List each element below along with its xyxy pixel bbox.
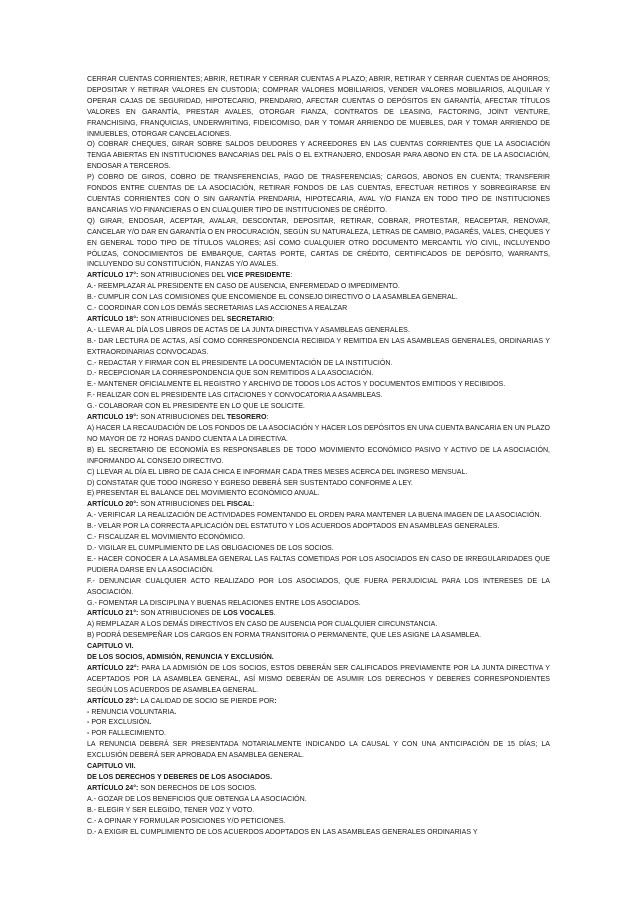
text-run: D.- VIGILAR EL CUMPLIMIENTO DE LAS OBLIGACIONES DE LOS SOCIOS. bbox=[87, 544, 334, 552]
list-item bbox=[87, 479, 550, 490]
list-item bbox=[87, 337, 550, 359]
article-heading bbox=[87, 697, 550, 708]
list-item bbox=[87, 369, 550, 380]
bold-text: - bbox=[87, 730, 92, 738]
text-run: SON ATRIBUCIONES DEL bbox=[138, 315, 227, 323]
text-run: B.- ELEGIR Y SER ELEGIDO, TENER VOZ Y VOTO. bbox=[87, 806, 255, 814]
bold-text: DE LOS DERECHOS Y DEBERES DE LOS ASOCIADOS. bbox=[87, 774, 273, 781]
list-item bbox=[87, 795, 550, 806]
list-item bbox=[87, 620, 550, 631]
text-run: A.- LLEVAR AL DÍA LOS LIBROS DE ACTAS DE LA JUNTA DIRECTIVA Y ASAMBLEAS GENERALES. bbox=[87, 326, 410, 334]
bold-text: CAPITULO VI. bbox=[87, 643, 134, 651]
text-run: B.- VELAR POR LA CORRECTA APLICACIÓN DEL ESTATUTO Y LOS ACUERDOS ADOPTADOS EN ASAMBLEAS GENERALES. bbox=[87, 523, 500, 531]
text-run: O) COBRAR CHEQUES, GIRAR SOBRE SALDOS DEUDORES Y ACREEDORES EN LAS CUENTAS CORRIENTES QUE LA ASOCIACIÓN TENGA ABIERTAS EN INSTITUCIONES BANCARIAS DEL PAÍS O EL EXTRANJERO, ENDOSAR PARA ABONO EN CTA. DE LA ASOCIACIÓN, ENDOSAR A TERCEROS. bbox=[87, 141, 550, 171]
article-heading bbox=[87, 609, 550, 620]
list-item bbox=[87, 599, 550, 610]
document-body bbox=[87, 75, 550, 838]
text-run: E) PRESENTAR EL BALANCE DEL MOVIMIENTO ECONÓMICO ANUAL. bbox=[87, 490, 320, 498]
text-run: F.- REALIZAR CON EL PRESIDENTE LAS CITACIONES Y CONVOCATORIA A ASAMBLEAS. bbox=[87, 392, 383, 400]
article-heading bbox=[87, 784, 550, 795]
text-run: P) COBRO DE GIROS, COBRO DE TRANSFERENCIAS, PAGO DE TRASFERENCIAS; CARGOS, ABONOS EN CUENTA; TRANSFERIR FONDOS ENTRE CUENTAS DE LA ASOCIACIÓN, RETIRAR FONDOS DE LAS CUENTAS, EFECTUAR RETIROS Y SOBREGIRARSE EN CUENTAS CORRIENTES CON O SIN GARANTÍA PRENDARIA, HIPOTECARIA, AVAL Y/O FIANZA EN TODO TIPO DE INSTITUCIONES BANCARIAS Y/O FINANCIERAS O EN CUALQUIER TIPO DE INSTITUCIONES DE CRÉDITO. bbox=[87, 174, 550, 214]
list-item bbox=[87, 402, 550, 413]
bold-text: ARTÍCULO 23°: bbox=[87, 697, 139, 705]
text-run: : bbox=[252, 501, 255, 509]
text-run: SON ATRIBUCIONES DEL bbox=[138, 272, 227, 280]
list-item bbox=[87, 806, 550, 817]
text-run: RENUNCIA VOLUNTARIA bbox=[91, 708, 175, 716]
list-item bbox=[87, 511, 550, 522]
text-run: C.- FISCALIZAR EL MOVIMIENTO ECONÓMICO. bbox=[87, 534, 245, 542]
paragraph bbox=[87, 729, 550, 740]
text-run: SON ATRIBUCIONES DE bbox=[138, 610, 224, 618]
bold-text: : bbox=[274, 697, 277, 705]
text-run: D.- A EXIGIR EL CUMPLIMIENTO DE LOS ACUERDOS ADOPTADOS EN LAS ASAMBLEAS GENERALES ORDINARIAS Y bbox=[87, 828, 478, 836]
list-item bbox=[87, 391, 550, 402]
paragraph bbox=[87, 708, 550, 719]
list-item bbox=[87, 522, 550, 533]
text-run: C.- REDACTAR Y FIRMAR CON EL PRESIDENTE LA DOCUMENTACIÓN DE LA INSTITUCIÓN. bbox=[87, 359, 393, 367]
bold-text: SECRETARIO bbox=[226, 315, 273, 323]
text-run: G.- FOMENTAR LA DISCIPLINA Y BUENAS RELACIONES ENTRE LOS ASOCIADOS. bbox=[87, 599, 361, 607]
paragraph bbox=[87, 75, 550, 140]
text-run: : bbox=[272, 315, 275, 323]
paragraph bbox=[87, 718, 550, 729]
text-run: D.- RECEPCIONAR LA CORRESPONDENCIA QUE SON REMITIDOS A LA ASOCIACIÓN. bbox=[87, 370, 374, 378]
list-item bbox=[87, 489, 550, 500]
text-run: B.- DAR LECTURA DE ACTAS, ASÍ COMO CORRESPONDENCIA RECIBIDA Y REMITIDA EN LAS ASAMBLEAS GENERALES, ORDINARIAS Y EXTRAORDINARIAS CONVOCADAS. bbox=[87, 337, 550, 356]
text-run: POR FALLECIMIENTO. bbox=[91, 730, 166, 738]
list-item bbox=[87, 446, 550, 468]
section-title bbox=[87, 773, 550, 784]
section-title bbox=[87, 653, 550, 664]
bold-text: ARTÍCULO 17°: bbox=[87, 272, 139, 280]
bold-text: . bbox=[174, 708, 177, 716]
bold-text: LOS VOCALES bbox=[223, 610, 274, 618]
list-item bbox=[87, 304, 550, 315]
bold-text: ARTICULO 19°: bbox=[87, 414, 139, 422]
text-run: : bbox=[266, 414, 269, 422]
text-run: . bbox=[273, 610, 276, 618]
text-run: SON ATRIBUCIONES DEL bbox=[138, 501, 227, 509]
text-run: C.- A OPINAR Y FORMULAR POSICIONES Y/O PETICIONES. bbox=[87, 817, 286, 825]
bold-text: - bbox=[87, 708, 92, 716]
chapter-heading bbox=[87, 642, 550, 653]
list-item bbox=[87, 380, 550, 391]
text-run: LA CALIDAD DE SOCIO SE PIERDE POR bbox=[138, 697, 275, 705]
list-item bbox=[87, 577, 550, 599]
article-heading bbox=[87, 271, 550, 282]
bold-text: . bbox=[149, 719, 152, 727]
text-run: CERRAR CUENTAS CORRIENTES; ABRIR, RETIRAR Y CERRAR CUENTAS A PLAZO; ABRIR, RETIRAR Y CERRAR CUENTAS DE AHORROS; DEPOSITAR Y RETIRAR VALORES EN CUSTODIA; COMPRAR VALORES MOBILIARIOS, VENDER VALORES MOBILIARIOS, ALQUILAR Y OPERAR CAJAS DE SEGURIDAD, HIPOTECARIO, PRENDARIO, AFECTAR CUENTAS O DEPÓSITOS EN GARANTÍA, AFECTAR TÍTULOS VALORES EN GARANTÍA, PRESTAR AVALES, OTORGAR FIANZA, CONTRATOS DE LEASING, FACTORING, JOINT VENTURE, FRANCHISING, FRANQUICIAS, UNDERWRITING, FIDEICOMISO, DAR Y TOMAR ARRIENDO DE MUEBLES, DAR Y TOMAR ARRIENDO DE INMUEBLES, OTORGAR CANCELACIONES. bbox=[87, 76, 550, 138]
text-run: C.- COORDINAR CON LOS DEMÁS SECRETARIAS LAS ACCIONES A REALZAR bbox=[87, 305, 348, 313]
text-run: B.- CUMPLIR CON LAS COMISIONES QUE ENCOMIENDE EL CONSEJO DIRECTIVO O LA ASAMBLEA GENERAL. bbox=[87, 294, 458, 302]
text-run: B) EL SECRETARIO DE ECONOMÍA ES RESPONSABLES DE TODO MOVIMIENTO ECONÓMICO PASIVO Y ACTIVO DE LA ASOCIACIÓN, INFORMANDO AL CONSEJO DIRECTIVO. bbox=[87, 446, 550, 465]
list-item bbox=[87, 293, 550, 304]
bold-text: FISCAL bbox=[226, 501, 253, 509]
text-run: POR EXCLUSIÓN bbox=[91, 719, 150, 727]
text-run: F.- DENUNCIAR CUALQUIER ACTO REALIZADO POR LOS ASOCIADOS, QUE FUERA PERJUDICIAL PARA LOS INTERESES DE LA ASOCIACIÓN. bbox=[87, 577, 550, 596]
text-run: SON DERECHOS DE LOS SOCIOS. bbox=[138, 784, 257, 792]
text-run: G.- COLABORAR CON EL PRESIDENTE EN LO QUE LE SOLICITE. bbox=[87, 403, 305, 411]
list-item bbox=[87, 424, 550, 446]
bold-text: CAPITULO VII. bbox=[87, 763, 136, 771]
text-run: PARA LA ADMISIÓN DE LOS SOCIOS, ESTOS DEBERÁN SER CALIFICADOS PREVIAMENTE POR LA JUNTA DIRECTIVA Y ACEPTADOS POR LA ASAMBLEA GENERAL, ASÍ MISMO DEBERÁN DE ASUMIR LOS DERECHOS Y DEBERES CORRESPONDIENTES SEGÚN LOS ACUERDOS DE ASAMBLEA GENERAL. bbox=[87, 664, 550, 694]
list-item bbox=[87, 173, 550, 217]
list-item bbox=[87, 468, 550, 479]
bold-text: ARTÍCULO 24°: bbox=[87, 784, 139, 792]
text-run: A.- REEMPLAZAR AL PRESIDENTE EN CASO DE AUSENCIA, ENFERMEDAD O IMPEDIMENTO. bbox=[87, 283, 400, 291]
list-item bbox=[87, 544, 550, 555]
text-run: A) HACER LA RECAUDACIÓN DE LOS FONDOS DE LA ASOCIACIÓN Y HACER LOS DEPÓSITOS EN UNA CUENTA BANCARIA EN UN PLAZO NO MAYOR DE 72 HORAS DANDO CUENTA A LA DIRECTIVA. bbox=[87, 425, 550, 443]
bold-text: ARTÍCULO 22°: bbox=[87, 664, 139, 672]
article-heading bbox=[87, 664, 550, 697]
list-item bbox=[87, 326, 550, 337]
list-item bbox=[87, 217, 550, 272]
text-run: SON ATRIBUCIONES DEL bbox=[138, 414, 227, 422]
text-run: E.- HACER CONOCER A LA ASAMBLEA GENERAL LAS FALTAS COMETIDAS POR LOS ASOCIADOS EN CASO DE IRREGULARIDADES QUE PUDIERA DARSE EN LA ASOCIACIÓN. bbox=[87, 555, 550, 574]
text-run: Q) GIRAR, ENDOSAR, ACEPTAR, AVALAR, DESCONTAR, DEPOSITAR, RETIRAR, COBRAR, PROTESTAR, REACEPTAR, RENOVAR, CANCELAR Y/O DAR EN GARANTÍA O EN PROCURACIÓN, SEGÚN SU NATURALEZA, LETRAS DE CAMBIO, PAGARÉS, VALES, CHEQUES Y EN GENERAL TODO TIPO DE TÍTULOS VALORES; ASÍ COMO CUALQUIER OTRO DOCUMENTO MERCANTIL Y/O CIVIL, INCLUYENDO PÓLIZAS, CONOCIMIENTOS DE EMBARQUE, CARTAS PORTE, CARTAS DE CRÉDITO, CERTIFICADOS DE DEPÓSITO, WARRANTS, INCLUYENDO SU CONSTITUCIÓN, FIANZAS Y/O AVALES. bbox=[87, 217, 550, 269]
list-item bbox=[87, 282, 550, 293]
paragraph bbox=[87, 740, 550, 762]
bold-text: - bbox=[87, 719, 92, 727]
text-run: A.- VERIFICAR LA REALIZACIÓN DE ACTIVIDADES FOMENTANDO EL ORDEN PARA MANTENER LA BUENA IMAGEN DE LA ASOCIACIÓN. bbox=[87, 512, 542, 520]
bold-text: ARTÍCULO 21°: bbox=[87, 610, 139, 618]
bold-text: TESORERO bbox=[226, 414, 267, 422]
text-run: C) LLEVAR AL DÍA EL LIBRO DE CAJA CHICA E INFORMAR CADA TRES MESES ACERCA DEL INGRESO MENSUAL. bbox=[87, 468, 468, 476]
text-run: A.- GOZAR DE LOS BENEFICIOS QUE OBTENGA LA ASOCIACIÓN. bbox=[87, 795, 307, 803]
bold-text: ARTÍCULO 20°: bbox=[87, 501, 139, 509]
bold-text: ARTÍCULO 18°: bbox=[87, 315, 139, 323]
article-heading bbox=[87, 315, 550, 326]
list-item bbox=[87, 533, 550, 544]
text-run: : bbox=[290, 272, 293, 280]
article-heading bbox=[87, 500, 550, 511]
list-item bbox=[87, 828, 550, 839]
list-item bbox=[87, 359, 550, 370]
list-item bbox=[87, 555, 550, 577]
chapter-heading bbox=[87, 762, 550, 773]
text-run: A) REMPLAZAR A LOS DEMÁS DIRECTIVOS EN CASO DE AUSENCIA POR CUALQUIER CIRCUNSTANCIA. bbox=[87, 621, 438, 629]
list-item bbox=[87, 817, 550, 828]
text-run: E.- MANTENER OFICIALMENTE EL REGISTRO Y ARCHIVO DE TODOS LOS ACTOS Y DOCUMENTOS EMITIDOS Y RECIBIDOS. bbox=[87, 381, 506, 389]
list-item bbox=[87, 140, 550, 173]
text-run: LA RENUNCIA DEBERÁ SER PRESENTADA NOTARIALMENTE INDICANDO LA CAUSAL Y CON UNA ANTICIPACIÓN DE 15 DÍAS; LA EXCLUSIÓN DEBERÁ SER APROBADA EN ASAMBLEA GENERAL. bbox=[87, 741, 550, 760]
bold-text: DE LOS SOCIOS, ADMISIÓN, RENUNCIA Y EXCLUSIÓN. bbox=[87, 654, 274, 662]
article-heading bbox=[87, 413, 550, 424]
bold-text: VICE PRESIDENTE bbox=[226, 272, 291, 280]
list-item bbox=[87, 631, 550, 642]
text-run: B) PODRÁ DESEMPEÑAR LOS CARGOS EN FORMA TRANSITORIA O PERMANENTE, QUE LES ASIGNE LA ASAMBLEA. bbox=[87, 632, 482, 640]
text-run: D) CONSTATAR QUE TODO INGRESO Y EGRESO DEBERÁ SER SUSTENTADO CONFORME A LEY. bbox=[87, 479, 413, 487]
